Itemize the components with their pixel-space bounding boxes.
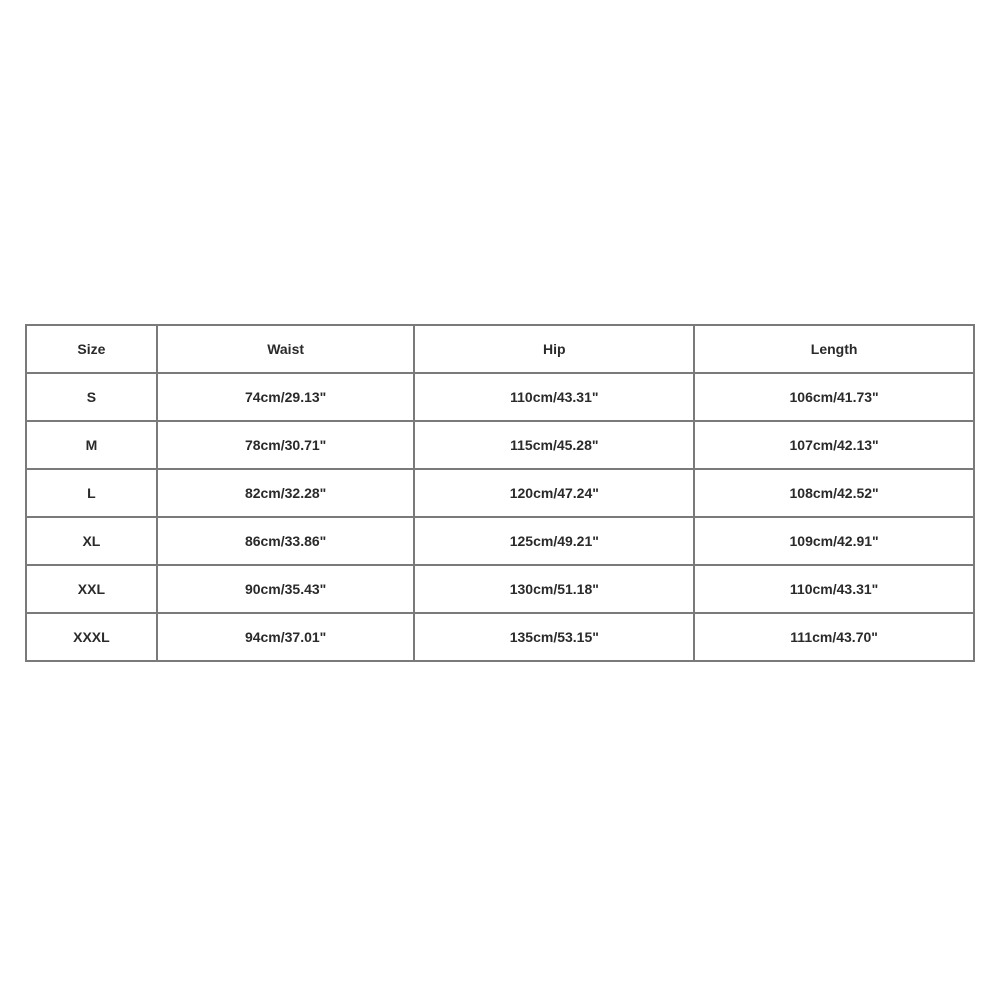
length-cell: 109cm/42.91": [694, 517, 974, 565]
waist-cell: 86cm/33.86": [157, 517, 415, 565]
size-cell: M: [26, 421, 157, 469]
waist-cell: 90cm/35.43": [157, 565, 415, 613]
table-row: [26, 565, 974, 613]
waist-cell: 78cm/30.71": [157, 421, 415, 469]
header-size: Size: [26, 325, 157, 373]
hip-cell: 125cm/49.21": [414, 517, 694, 565]
waist-cell: 74cm/29.13": [157, 373, 415, 421]
hip-cell: 130cm/51.18": [414, 565, 694, 613]
size-chart-table: [25, 324, 975, 662]
length-cell: 110cm/43.31": [694, 565, 974, 613]
header-row: [26, 325, 974, 373]
table-row: [26, 469, 974, 517]
table-row: [26, 373, 974, 421]
size-cell: S: [26, 373, 157, 421]
size-cell: XXXL: [26, 613, 157, 661]
table-row: [26, 517, 974, 565]
table-row: [26, 613, 974, 661]
table-header: [26, 325, 974, 373]
table-row: [26, 421, 974, 469]
length-cell: 108cm/42.52": [694, 469, 974, 517]
hip-cell: 135cm/53.15": [414, 613, 694, 661]
hip-cell: 115cm/45.28": [414, 421, 694, 469]
hip-cell: 110cm/43.31": [414, 373, 694, 421]
header-length: Length: [694, 325, 974, 373]
waist-cell: 94cm/37.01": [157, 613, 415, 661]
length-cell: 111cm/43.70": [694, 613, 974, 661]
hip-cell: 120cm/47.24": [414, 469, 694, 517]
header-hip: Hip: [414, 325, 694, 373]
size-cell: XL: [26, 517, 157, 565]
length-cell: 106cm/41.73": [694, 373, 974, 421]
header-waist: Waist: [157, 325, 415, 373]
size-cell: L: [26, 469, 157, 517]
table-body: [26, 373, 974, 661]
size-cell: XXL: [26, 565, 157, 613]
waist-cell: 82cm/32.28": [157, 469, 415, 517]
length-cell: 107cm/42.13": [694, 421, 974, 469]
